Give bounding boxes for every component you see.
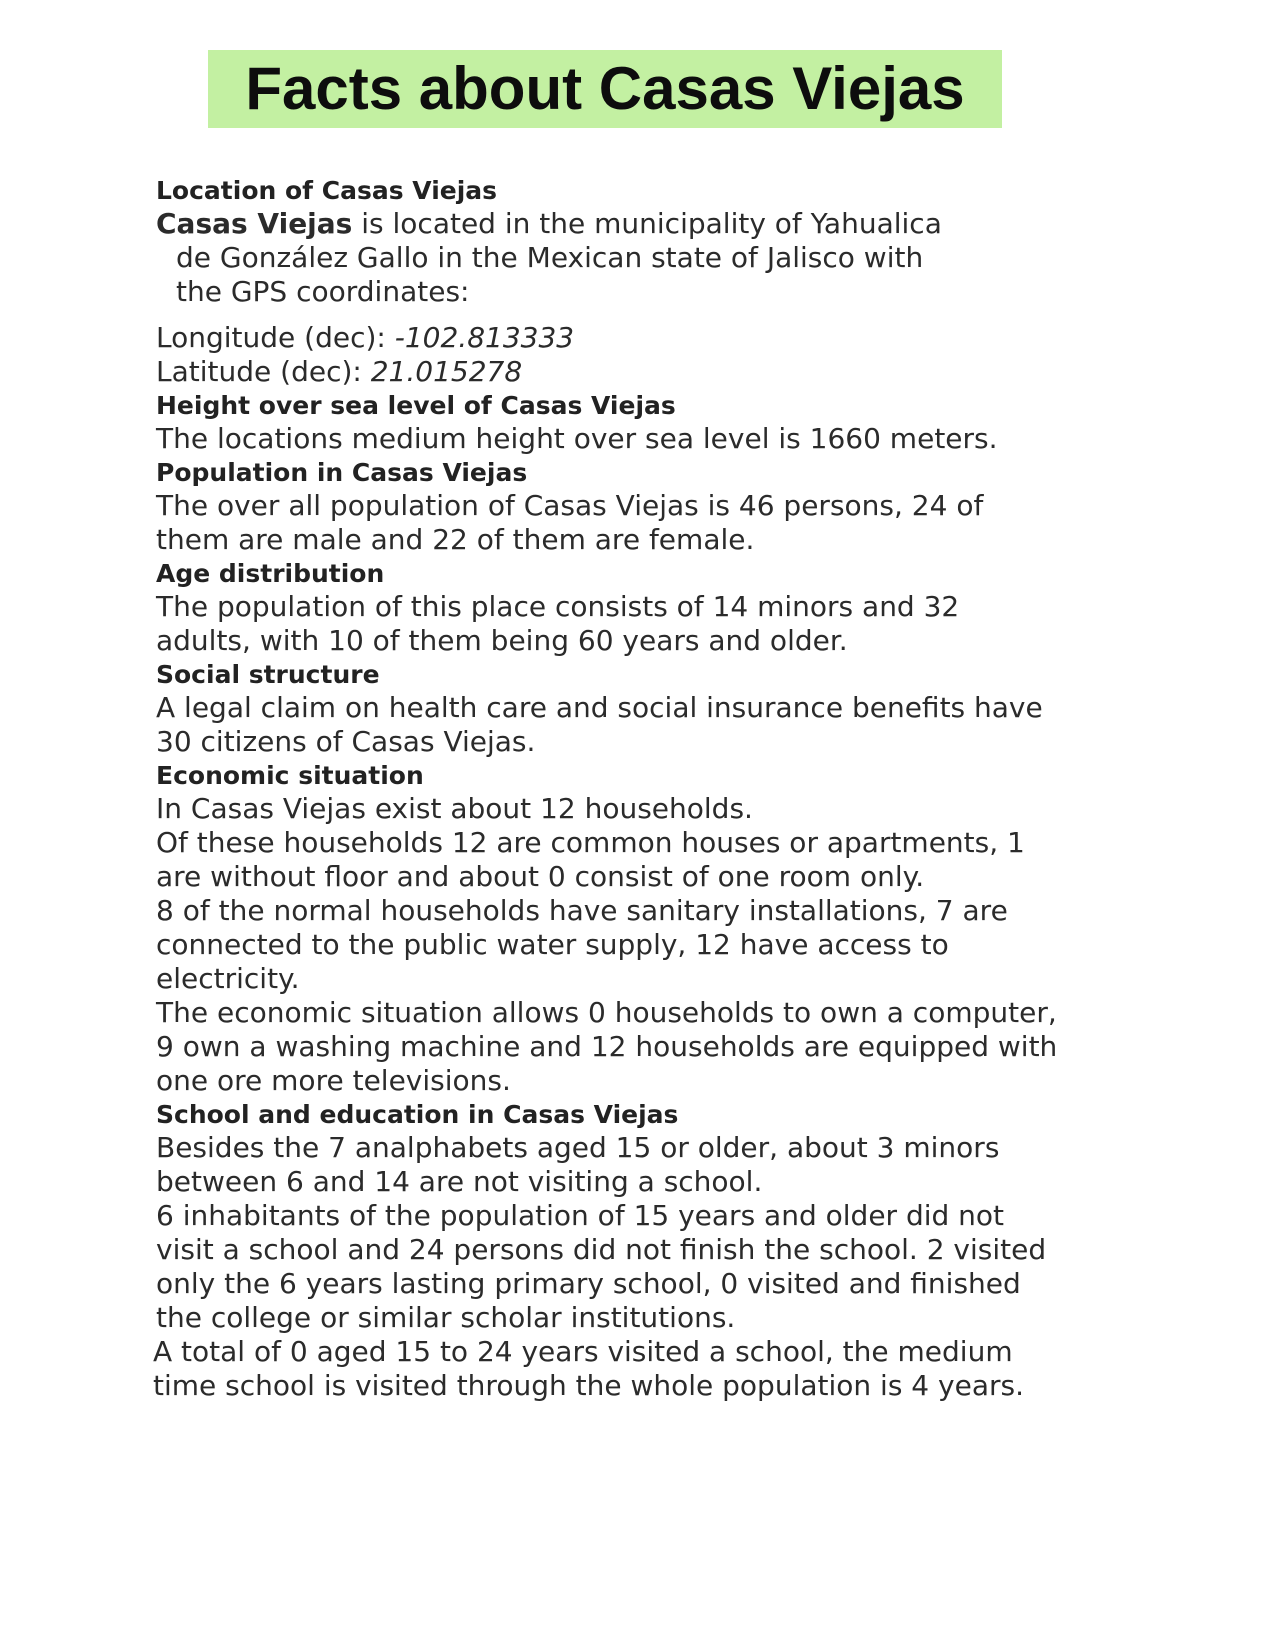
age-line-1: The population of this place consists of 14 minors and 32 (156, 590, 960, 623)
economic-line: In Casas Viejas exist about 12 households. (156, 792, 753, 825)
economic-line: electricity. (156, 962, 300, 995)
longitude-label: Longitude (dec): (156, 321, 395, 354)
school-final-line: A total of 0 aged 15 to 24 years visited a school, the medium (153, 1335, 1013, 1368)
latitude-label: Latitude (dec): (156, 355, 371, 388)
place-name: Casas Viejas (156, 207, 353, 240)
location-text-line-1 (156, 207, 1116, 241)
social-heading: Social structure (156, 660, 380, 689)
location-text-line-2: de González Gallo in the Mexican state of Jalisco with (176, 241, 924, 274)
population-heading: Population in Casas Viejas (156, 458, 528, 487)
longitude-value: -102.813333 (394, 321, 575, 354)
school-final-line: time school is visited through the whole population is 4 years. (153, 1369, 1024, 1402)
location-text-line-1-rest: is located in the municipality of Yahualica (352, 207, 942, 240)
height-heading: Height over sea level of Casas Viejas (156, 391, 676, 420)
school-line: Besides the 7 analphabets aged 15 or older, about 3 minors (156, 1131, 1000, 1164)
population-line-2: them are male and 22 of them are female. (156, 523, 755, 556)
economic-line: one ore more televisions. (156, 1064, 511, 1097)
school-line: visit a school and 24 persons did not finish the school. 2 visited (156, 1233, 1047, 1266)
document-body (153, 174, 1116, 1403)
school-heading: School and education in Casas Viejas (156, 1100, 679, 1129)
longitude-line (156, 321, 1116, 355)
height-text: The locations medium height over sea level is 1660 meters. (156, 422, 998, 455)
population-line-1: The over all population of Casas Viejas is 46 persons, 24 of (156, 489, 984, 522)
economic-line: are without floor and about 0 consist of one room only. (156, 860, 925, 893)
economic-line: Of these households 12 are common houses or apartments, 1 (156, 826, 1025, 859)
social-line-2: 30 citizens of Casas Viejas. (156, 725, 536, 758)
social-line-1: A legal claim on health care and social insurance benefits have (156, 691, 1043, 724)
location-text-line-3: the GPS coordinates: (176, 275, 470, 308)
economic-line: The economic situation allows 0 households to own a computer, (156, 996, 1057, 1029)
economic-line: 9 own a washing machine and 12 households are equipped with (156, 1030, 1058, 1063)
location-heading: Location of Casas Viejas (156, 176, 498, 205)
school-line: the college or similar scholar institutions. (156, 1301, 736, 1334)
spacer (156, 309, 1116, 321)
economic-line: 8 of the normal households have sanitary installations, 7 are (156, 894, 1008, 927)
age-line-2: adults, with 10 of them being 60 years and older. (156, 624, 848, 657)
latitude-value: 21.015278 (370, 355, 523, 388)
title-banner (208, 50, 1002, 128)
school-line: only the 6 years lasting primary school, 0 visited and finished (156, 1267, 1021, 1300)
school-line: between 6 and 14 are not visiting a school. (156, 1165, 763, 1198)
economic-line: connected to the public water supply, 12 have access to (156, 928, 949, 961)
economic-heading: Economic situation (156, 761, 424, 790)
page-title: Facts about Casas Viejas (245, 55, 965, 122)
latitude-line (156, 355, 1116, 389)
school-line: 6 inhabitants of the population of 15 years and older did not (156, 1199, 1005, 1232)
age-heading: Age distribution (156, 559, 385, 588)
